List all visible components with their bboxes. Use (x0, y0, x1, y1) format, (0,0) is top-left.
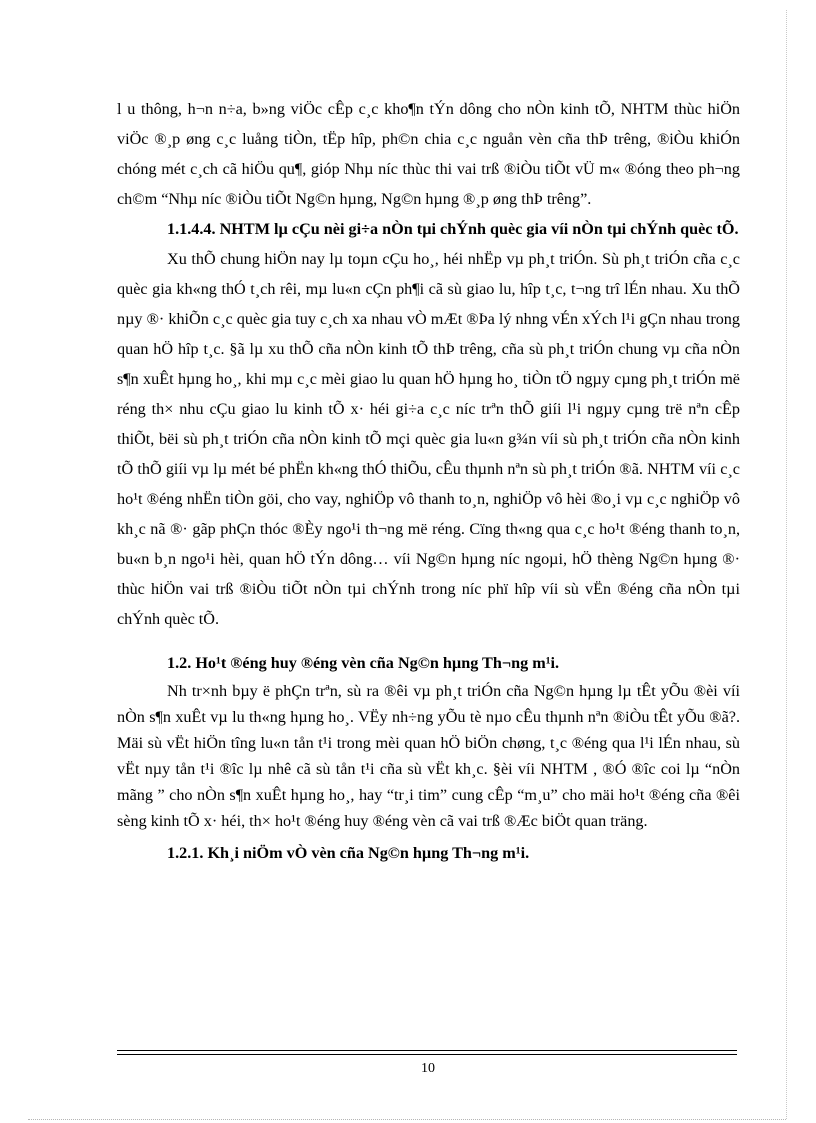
page-body (117, 94, 740, 868)
page-edge-dotted-right (786, 10, 787, 1119)
paragraph-3: Nh tr×nh bµy ë phÇn trªn, sù ra ®êi vµ ph¸t triÓn cña Ng©n hµng lµ tÊt yÕu ®èi víi nÒn s¶n xuÊt vµ lu th«ng hµng ho¸. VËy nh÷ng yÕu tè nµo cÊu thµnh nªn ®iÒu tÊt yÕu ®ã?. Mäi sù vËt hiÖn tîng lu«n tån t¹i trong mèi quan hÖ biÖn chøng, t¸c ®éng qua l¹i lÉn nhau, sù vËt nµy tån t¹i ®îc lµ nhê cã sù tån t¹i cña sù vËt kh¸c. §èi víi NHTM , ®Ó ®îc coi lµ “nÒn mãng ” cho nÒn s¶n xuÊt hµng ho¸, hay “tr¸i tim” cung cÊp “m¸u” cho mäi ho¹t ®éng cña ®êi sèng kinh tÕ x· héi, th× ho¹t ®éng huy ®éng vèn cã vai trß ®Æc biÖt quan träng. (117, 682, 740, 830)
paragraph-2: Xu thÕ chung hiÖn nay lµ toµn cÇu ho¸, héi nhËp vµ ph¸t triÓn. Sù ph¸t triÓn cña c¸c quèc gia kh«ng thÓ t¸ch rêi, mµ lu«n cÇn ph¶i cã sù giao lu, hîp t¸c, t¬ng trî lÉn nhau. Xu thÕ nµy ®· khiÕn c¸c quèc gia tuy c¸ch xa nhau vÒ mÆt ®Þa lý nhng vÉn xÝch l¹i gÇn nhau trong quan hÖ hîp t¸c. §ã lµ xu thÕ cña nÒn kinh tÕ thÞ trêng, cña sù ph¸t triÓn chung vµ cña nÒn s¶n xuÊt hµng ho¸, khi mµ c¸c mèi giao lu quan hÖ hµng ho¸ tiÒn tÖ ngµy cµng ph¸t triÓn më réng th× nhu cÇu giao lu kinh tÕ x· héi gi÷a c¸c níc trªn thÕ giíi l¹i ngµy cµng trë nªn cÊp thiÕt, bëi sù ph¸t triÓn cña nÒn kinh tÕ mçi quèc gia lu«n g¾n víi sù ph¸t triÓn cña nÒn kinh tÕ thÕ giíi vµ lµ mét bé phËn kh«ng thÓ thiÕu, cÊu thµnh nªn sù ph¸t triÓn ®ã. NHTM víi c¸c ho¹t ®éng nhËn tiÒn göi, cho vay, nghiÖp vô thanh to¸n, nghiÖp vô hèi ®o¸i vµ c¸c nghiÖp vô kh¸c nã ®· gãp phÇn thóc ®Èy ngo¹i th¬ng më réng. Cïng th«ng qua c¸c ho¹t ®éng thanh to¸n, bu«n b¸n ngo¹i hèi, quan hÖ tÝn dông… víi Ng©n hµng níc ngoµi, hÖ thèng Ng©n hµng ®· thùc hiÖn vai trß ®iÒu tiÕt nÒn tµi chÝnh trong níc phï hîp víi sù vËn ®éng cña nÒn tµi chÝnh quèc tÕ. (117, 250, 740, 628)
page-number: 10 (421, 1061, 435, 1076)
paragraph-1: l u thông, h¬n n÷a, b»ng viÖc cÊp c¸c kho¶n tÝn dông cho nÒn kinh tÕ, NHTM thùc hiÖn viÖc ®¸p øng c¸c luång tiÒn, tËp hîp, ph©n chia c¸c nguån vèn cña thÞ trêng, ®iÒu khiÓn chóng mét c¸ch cã hiÖu qu¶, gióp Nhµ níc thùc thi vai trß ®iÒu tiÕt vÜ m« ®óng theo ph¬ng ch©m “Nhµ níc ®iÒu tiÕt Ng©n hµng, Ng©n hµng ®¸p øng thÞ trêng”. (117, 100, 740, 208)
heading-1-2: 1.2. Ho¹t ®éng huy ®éng vèn cña Ng©n hµng Th¬ng m¹i. (167, 654, 560, 672)
heading-1-2-1: 1.2.1. Kh¸i niÖm vÒ vèn cña Ng©n hµng Th¬ng m¹i. (167, 844, 530, 862)
page-edge-dotted-bottom (28, 1119, 786, 1120)
footer-rule-bottom (117, 1054, 737, 1055)
heading-1-1-4-4: 1.1.4.4. NHTM lµ cÇu nèi gi÷a nÒn tµi chÝnh quèc gia víi nÒn tµi chÝnh quèc tÕ. (167, 220, 739, 238)
footer-rule-top (117, 1050, 737, 1051)
